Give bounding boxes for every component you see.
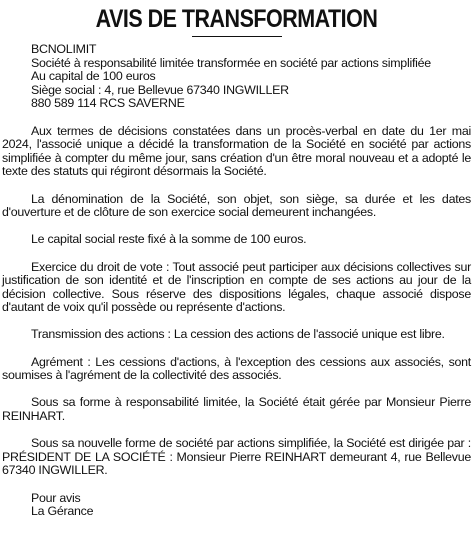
paragraph-former-management: Sous sa forme à responsabilité limitée, la Société était gérée par Monsieur Pierre REINHART.	[2, 395, 471, 424]
company-name: BCNOLIMIT	[31, 42, 97, 56]
paragraph-share-transfer: Transmission des actions : La cession des actions de l'associé unique est libre.	[31, 327, 445, 342]
title-underline	[192, 36, 282, 37]
company-address: Siège social : 4, rue Bellevue 67340 INGWILLER	[31, 82, 289, 97]
notice-body	[2, 43, 471, 519]
paragraph-transformation: Aux termes de décisions constatées dans un procès-verbal en date du 1er mai 2024, l'associé unique a décidé la transformation de la Société en société par actions simplifiée à compter du même jour, sans création d'un être moral nouveau et a adopté le texte des statuts qui régiront désormais la Société.	[2, 123, 471, 179]
paragraph-capital: Le capital social reste fixé à la somme de 100 euros.	[31, 232, 307, 247]
closing-signatory: La Gérance	[31, 504, 94, 519]
company-capital: Au capital de 100 euros	[31, 69, 156, 84]
paragraph-approval: Agrément : Les cessions d'actions, à l'exception des cessions aux associés, sont soumises à l'agrément de la collectivité des associés.	[2, 354, 471, 383]
paragraph-denomination: La dénomination de la Société, son objet, son siège, sa durée et les dates d'ouverture et de clôture de son exercice social demeurent inchangées.	[2, 191, 471, 220]
company-block	[2, 43, 471, 111]
closing-for-notice: Pour avis	[31, 490, 81, 505]
closing-block	[2, 492, 471, 519]
company-registration: 880 589 114 RCS SAVERNE	[31, 96, 185, 111]
company-form: Société à responsabilité limitée transformée en société par actions simplifiée	[31, 55, 431, 70]
notice-title: AVIS DE TRANSFORMATION	[95, 5, 378, 33]
paragraph-voting-rights: Exercice du droit de vote : Tout associé peut participer aux décisions collectives sur justification de son identité et de l'inscription en compte de ses actions au jour de la décision collective. Sous réserve des dispositions légales, chaque associé dispose d'autant de voix qu'il possède ou représente d'actions.	[2, 259, 471, 315]
paragraph-new-management: Sous sa nouvelle forme de société par actions simplifiée, la Société est dirigée par : PRÉSIDENT DE LA SOCIÉTÉ : Monsieur Pierre REINHART demeurant 4, rue Bellevue 67340 INGWILLER.	[2, 436, 471, 478]
